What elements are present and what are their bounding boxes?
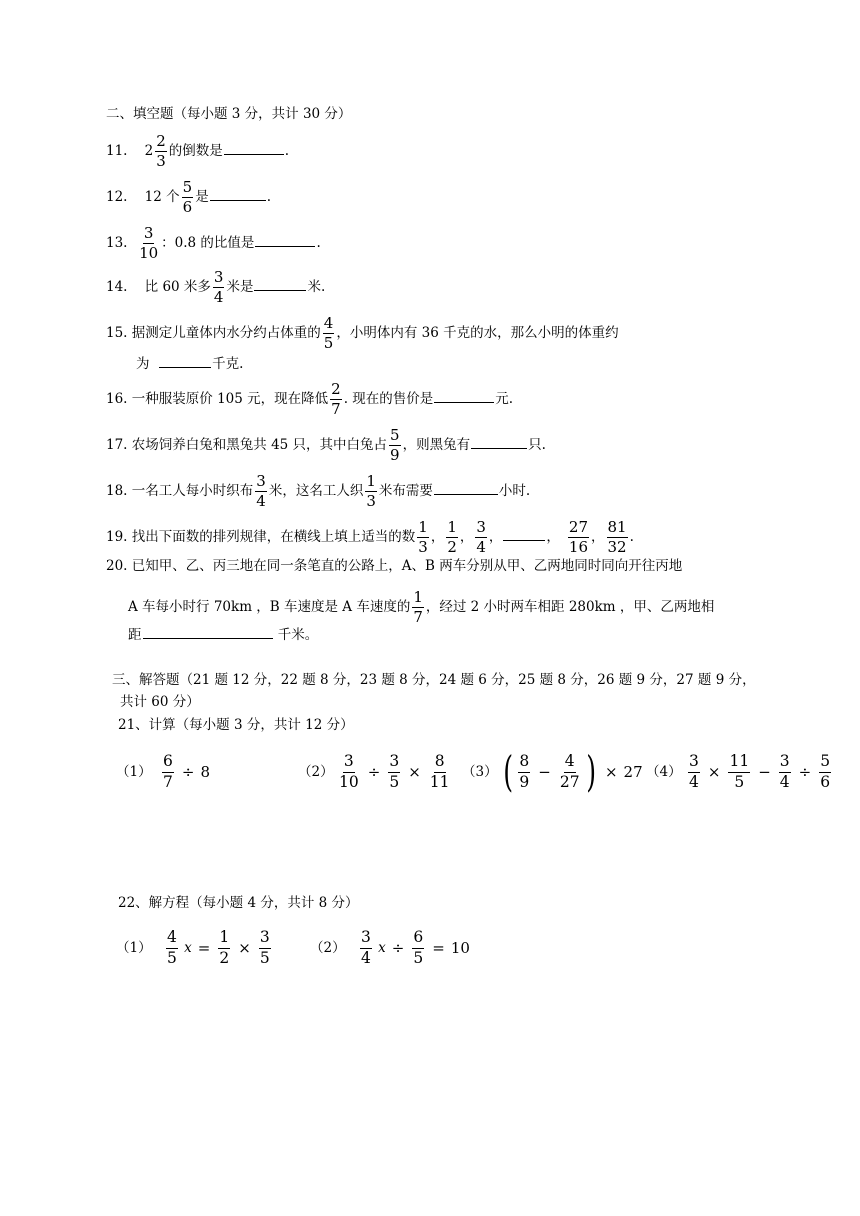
question-20-line3: 距 千米。 [128,624,318,645]
q18-fraction-2: $\frac{1}{3}$ [366,472,376,510]
question-15-line2: 为 千克. [136,353,243,374]
q20-fraction: $\frac{1}{7}$ [413,588,423,626]
answer-blank[interactable] [503,526,545,541]
answer-blank[interactable] [434,388,494,403]
equation-2: $\frac{3}{4}$ x ÷ $\frac{6}{5}$ = 10 [361,928,470,967]
section-2-heading: 二、填空题（每小题 3 分，共计 30 分） [106,106,352,122]
answer-blank[interactable] [434,480,498,495]
q15-fraction: $\frac{4}{5}$ [323,314,334,352]
sequence-term: $\frac{3}{4}$ [476,518,486,556]
problem-1: $\frac{6}{7}$ ÷ 8 [163,752,210,791]
q11-fraction: $\frac{2}{3}$ [156,132,166,170]
answer-blank[interactable] [471,434,527,449]
question-17: 17. 农场饲养白兔和黑兔共 45 只，其中白兔占 $\frac{5}{9}$ ，则黑兔有 只. [106,426,546,464]
answer-blank[interactable] [254,276,306,291]
q14-fraction: $\frac{3}{4}$ [213,268,224,306]
q18-fraction-1: $\frac{3}{4}$ [256,472,266,510]
q16-fraction: $\frac{2}{7}$ [331,380,341,418]
sequence-term: $\frac{81}{32}$ [607,518,627,556]
q12-fraction: $\frac{5}{6}$ [182,178,193,216]
q13-fraction: $\frac{3}{10}$ [139,224,159,262]
question-20: 20. 已知甲、乙、丙三地在同一条笔直的公路上，A、B 两车分别从甲、乙两地同时同向开往丙地 [106,558,683,574]
question-20-line2: A 车每小时行 70km ，B 车速度是 A 车速度的 $\frac{1}{7}$ ，经过 2 小时两车相距 280km ，甲、乙两地相 [128,588,715,626]
equation-1: $\frac{4}{5}$ x = $\frac{1}{2}$ × $\frac{3}{5}$ [167,928,270,967]
question-18: 18. 一名工人每小时织布 $\frac{3}{4}$ 米，这名工人织 $\frac{1}{3}$ 米布需要 小时. [106,472,531,510]
answer-blank[interactable] [255,232,315,247]
q17-fraction: $\frac{5}{9}$ [390,426,400,464]
sequence-term: $\frac{1}{3}$ [418,518,428,556]
question-19: 19. 找出下面数的排列规律，在横线上填上适当的数 $\frac{1}{3}$ ， $\frac{1}{2}$ ， $\frac{3}{4}$ ， ， $\frac{27}{16}$ ， $\frac{81}{32}$ . [106,518,634,556]
question-13: 13. $\frac{3}{10}$ ：0.8 的比值是 . [106,224,321,262]
problem-2: $\frac{3}{10}$ ÷ $\frac{3}{5}$ × $\frac{8}{11}$ [339,752,450,791]
sequence-term: $\frac{1}{2}$ [447,518,457,556]
question-11: 11. 2 $\frac{2}{3}$ 的倒数是 . [106,132,290,170]
question-22-title: 22、解方程（每小题 4 分，共计 8 分） [118,895,359,911]
question-21-title: 21、计算（每小题 3 分，共计 12 分） [118,717,354,733]
problem-4: $\frac{3}{4}$ × $\frac{11}{5}$ − $\frac{3}{4}$ ÷ $\frac{5}{6}$ [689,752,831,791]
answer-blank[interactable] [210,186,266,201]
answer-blank[interactable] [224,140,284,155]
answer-blank[interactable] [143,624,273,639]
problem-3: ( $\frac{8}{9}$ − $\frac{4}{27}$ ) × 27 [503,747,643,796]
section-3-heading: 三、解答题（21 题 12 分，22 题 8 分，23 题 8 分，24 题 6 分，25 题 8 分，26 题 9 分，27 题 9 分， [112,672,756,688]
question-22-equations: （1） $\frac{4}{5}$ x = $\frac{1}{2}$ × $\frac{3}{5}$ （2） $\frac{3}{4}$ x ÷ $\frac{6}{5}$ = 10 [116,928,470,967]
section-3-heading-line2: 共计 60 分） [120,694,200,710]
q11-number: 11. [106,143,128,159]
answer-blank[interactable] [159,353,211,368]
q11-whole: 2 [144,143,154,159]
question-16: 16. 一种服装原价 105 元，现在降低 $\frac{2}{7}$ . 现在的售价是 元. [106,380,514,418]
sequence-term: $\frac{27}{16}$ [568,518,589,556]
question-12: 12. 12 个 $\frac{5}{6}$ 是 . [106,178,271,216]
question-14: 14. 比 60 米多 $\frac{3}{4}$ 米是 米. [106,268,326,306]
question-21-problems: （1） $\frac{6}{7}$ ÷ 8 （2） $\frac{3}{10}$ ÷ $\frac{3}{5}$ × $\frac{8}{11}$ （3） ( $\frac{8}{9}$ − $\frac{4}{27}$ ) × 27 （4） $\frac{3}{4}$ × $\frac{11}{5}$ − $\frac{3}{4}$ ÷ $\frac{5}{6}$ [116,752,833,792]
question-15: 15. 据测定儿童体内水分约占体重的 $\frac{4}{5}$ ，小明体内有 36 千克的水，那么小明的体重约 [106,314,619,352]
